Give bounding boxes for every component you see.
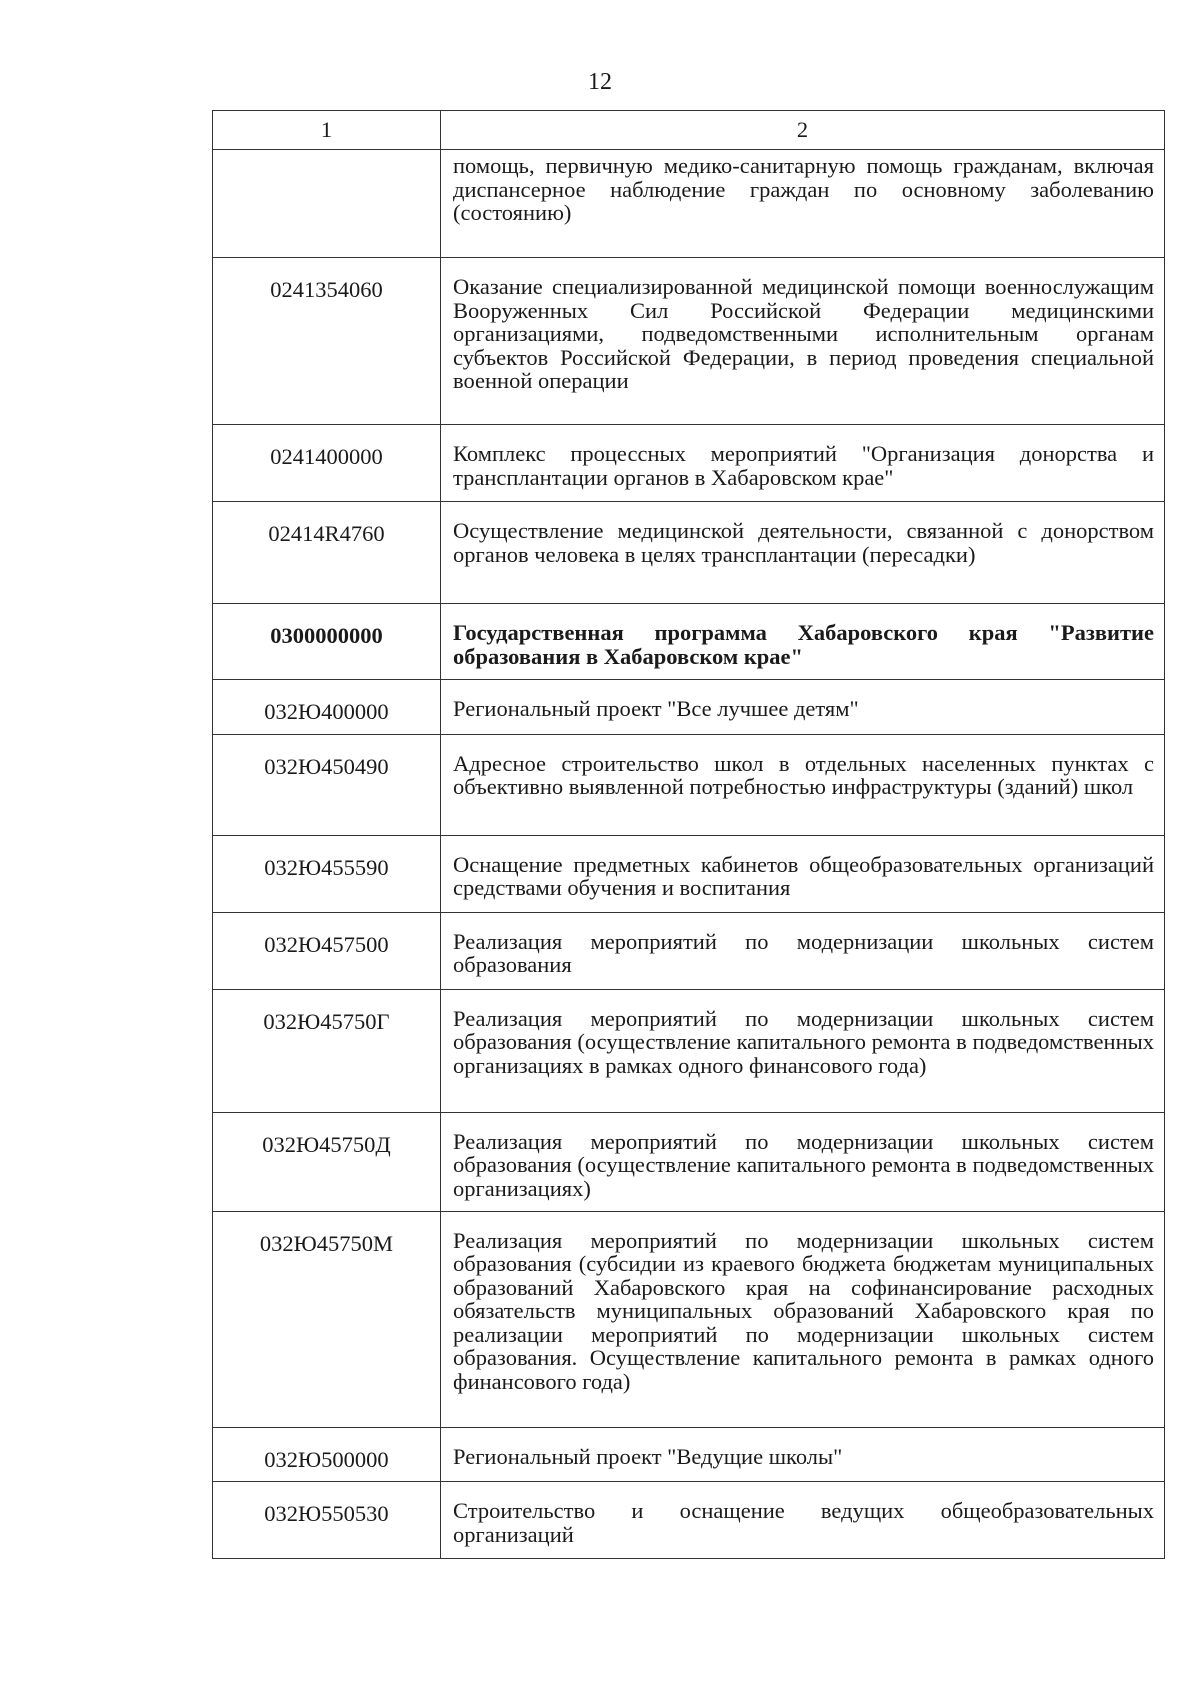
row-description: Реализация мероприятий по модернизации школьных систем образования (осуществление капитального ремонта в подведомственных организациях) bbox=[441, 1112, 1165, 1211]
row-code: 032Ю455590 bbox=[213, 835, 441, 912]
budget-classification-table bbox=[212, 110, 1165, 1559]
table-row bbox=[213, 425, 1165, 502]
row-code: 032Ю550530 bbox=[213, 1482, 441, 1559]
row-code: 0241400000 bbox=[213, 425, 441, 502]
row-description: Государственная программа Хабаровского края "Развитие образования в Хабаровском крае" bbox=[441, 604, 1165, 680]
row-description: Оснащение предметных кабинетов общеобразовательных организаций средствами обучения и воспитания bbox=[441, 835, 1165, 912]
row-description: Осуществление медицинской деятельности, связанной с донорством органов человека в целях трансплантации (пересадки) bbox=[441, 502, 1165, 604]
page-number: 12 bbox=[588, 69, 612, 95]
row-code: 032Ю457500 bbox=[213, 912, 441, 989]
table-row bbox=[213, 835, 1165, 912]
row-description: Адресное строительство школ в отдельных населенных пунктах с объективно выявленной потребностью инфраструктуры (зданий) школ bbox=[441, 734, 1165, 835]
row-code: 032Ю400000 bbox=[213, 680, 441, 735]
row-description: Реализация мероприятий по модернизации школьных систем образования (субсидии из краевого бюджета бюджетам муниципальных образований Хабаровского края на софинансирование расходных обязательств муниципальных образований Хабаровского края по реализации мероприятий по модернизации школьных систем образования. Осуществление капитального ремонта в рамках одного финансового года) bbox=[441, 1211, 1165, 1427]
table-row bbox=[213, 604, 1165, 680]
table-row bbox=[213, 502, 1165, 604]
row-code: 032Ю45750Д bbox=[213, 1112, 441, 1211]
row-description: Реализация мероприятий по модернизации школьных систем образования bbox=[441, 912, 1165, 989]
row-description: Оказание специализированной медицинской помощи военнослужащим Вооруженных Сил Российской Федерации медицинскими организациями, подведомственными исполнительным органам субъектов Российской Федерации, в период проведения специальной военной операции bbox=[441, 258, 1165, 425]
row-description: Комплекс процессных мероприятий "Организация донорства и трансплантации органов в Хабаровском крае" bbox=[441, 425, 1165, 502]
row-code: 0300000000 bbox=[213, 604, 441, 680]
column-header-code: 1 bbox=[213, 111, 441, 150]
table-row bbox=[213, 1427, 1165, 1482]
row-code: 032Ю45750М bbox=[213, 1211, 441, 1427]
row-code: 032Ю450490 bbox=[213, 734, 441, 835]
row-code: 032Ю45750Г bbox=[213, 989, 441, 1112]
row-code: 02414R4760 bbox=[213, 502, 441, 604]
table-row bbox=[213, 1482, 1165, 1559]
table-header-row bbox=[213, 111, 1165, 150]
table-row bbox=[213, 1211, 1165, 1427]
table-row bbox=[213, 912, 1165, 989]
table-row bbox=[213, 989, 1165, 1112]
row-description: Строительство и оснащение ведущих общеобразовательных организаций bbox=[441, 1482, 1165, 1559]
table-row bbox=[213, 1112, 1165, 1211]
table-row bbox=[213, 258, 1165, 425]
row-code: 0241354060 bbox=[213, 258, 441, 425]
table-row bbox=[213, 734, 1165, 835]
row-description: Региональный проект "Ведущие школы" bbox=[441, 1427, 1165, 1482]
table-row bbox=[213, 680, 1165, 735]
column-header-name: 2 bbox=[441, 111, 1165, 150]
row-description: помощь, первичную медико-санитарную помощь гражданам, включая диспансерное наблюдение граждан по основному заболеванию (состоянию) bbox=[441, 150, 1165, 258]
row-code bbox=[213, 150, 441, 258]
table-row bbox=[213, 150, 1165, 258]
row-description: Региональный проект "Все лучшее детям" bbox=[441, 680, 1165, 735]
row-code: 032Ю500000 bbox=[213, 1427, 441, 1482]
row-description: Реализация мероприятий по модернизации школьных систем образования (осуществление капитального ремонта в подведомственных организациях в рамках одного финансового года) bbox=[441, 989, 1165, 1112]
